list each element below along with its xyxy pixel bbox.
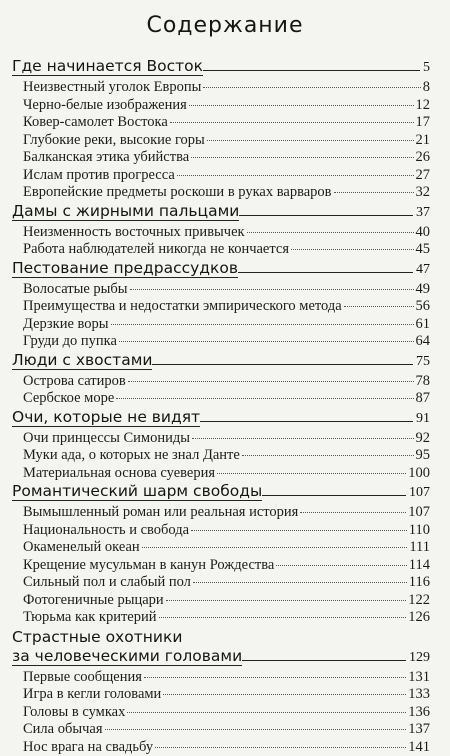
toc-leader: [193, 582, 407, 583]
toc-section[interactable]: [12, 557, 430, 575]
toc-chapter-title-line2: за человеческими головами: [12, 647, 242, 666]
toc-leader: [159, 617, 407, 618]
toc-section-title: Муки ада, о которых не знал Данте: [23, 447, 240, 465]
toc-page-number: 64: [416, 333, 431, 351]
toc-page-number: 5: [420, 57, 430, 79]
toc-section[interactable]: [12, 114, 430, 132]
toc-section-title: Ислам против прогресса: [23, 167, 175, 185]
toc-section-title: Преимущества и недостатки эмпирического метода: [23, 298, 342, 316]
toc-leader: [127, 712, 406, 713]
toc-chapter-title-line1: Страстные охотники: [12, 627, 430, 647]
toc-section[interactable]: [12, 79, 430, 97]
toc-section[interactable]: [12, 522, 430, 540]
toc-page-number: 8: [423, 79, 430, 97]
toc-leader: [152, 364, 413, 365]
toc-chapter[interactable]: [12, 202, 430, 224]
toc-section-title: Ковер-самолет Востока: [23, 114, 168, 132]
toc-section-title: Неизвестный уголок Европы: [23, 79, 201, 97]
toc-page-number: 37: [413, 202, 430, 224]
toc-page-number: 114: [409, 557, 430, 575]
toc-section[interactable]: [12, 167, 430, 185]
toc-section[interactable]: [12, 669, 430, 687]
toc-leader: [119, 341, 414, 342]
toc-section-title: Вымышленный роман или реальная история: [23, 504, 298, 522]
toc-page-number: 111: [409, 539, 430, 557]
toc-chapter-title: Романтический шарм свободы: [12, 482, 262, 501]
toc-leader: [166, 600, 407, 601]
toc-chapter-title: Очи, которые не видят: [12, 408, 200, 427]
toc-section-title: Европейские предметы роскоши в руках варваров: [23, 184, 332, 202]
toc-page-number: 40: [416, 224, 431, 242]
toc-section[interactable]: [12, 224, 430, 242]
toc-section[interactable]: [12, 430, 430, 448]
toc-section-title: Глубокие реки, высокие горы: [23, 132, 205, 150]
toc-section[interactable]: [12, 465, 430, 483]
toc-chapter[interactable]: [12, 482, 430, 504]
toc-leader: [191, 530, 407, 531]
toc-section-title: Национальность и свобода: [23, 522, 189, 540]
toc-page-number: 45: [416, 241, 431, 259]
toc-chapter[interactable]: [12, 259, 430, 281]
toc-page-number: 122: [408, 592, 430, 610]
toc-page-number: 32: [416, 184, 431, 202]
toc-leader: [128, 381, 414, 382]
toc-page-number: 126: [408, 609, 430, 627]
toc-leader: [130, 289, 414, 290]
toc-section-title: Фотогеничные рыцари: [23, 592, 164, 610]
toc-section[interactable]: [12, 97, 430, 115]
toc-page-number: 26: [416, 149, 431, 167]
toc-section[interactable]: [12, 686, 430, 704]
toc-section-title: Очи принцессы Симониды: [23, 430, 190, 448]
toc-section-title: Первые сообщения: [23, 669, 142, 687]
toc-page-number: 129: [406, 647, 430, 669]
toc-page-number: 95: [416, 447, 431, 465]
toc-section-title: Неизменность восточных привычек: [23, 224, 245, 242]
toc-leader: [344, 306, 414, 307]
toc-section[interactable]: [12, 704, 430, 722]
toc-leader: [242, 660, 406, 661]
toc-leader: [105, 729, 407, 730]
toc-section-title: Груди до пупка: [23, 333, 117, 351]
toc-section[interactable]: [12, 447, 430, 465]
toc-leader: [177, 175, 414, 176]
table-of-contents: [12, 57, 430, 756]
toc-section-title: Острова сатиров: [23, 373, 126, 391]
toc-section-title: Черно-белые изображения: [23, 97, 187, 115]
toc-section[interactable]: [12, 592, 430, 610]
toc-section[interactable]: [12, 739, 430, 756]
toc-section-title: Игра в кегли головами: [23, 686, 161, 704]
toc-section[interactable]: [12, 539, 430, 557]
toc-section[interactable]: [12, 241, 430, 259]
toc-leader: [238, 272, 413, 273]
toc-section-title: Тюрьма как критерий: [23, 609, 157, 627]
toc-section[interactable]: [12, 333, 430, 351]
toc-leader: [200, 421, 413, 422]
toc-section[interactable]: [12, 721, 430, 739]
toc-page-number: 21: [416, 132, 431, 150]
toc-leader: [189, 105, 414, 106]
toc-section[interactable]: [12, 390, 430, 408]
toc-chapter[interactable]: [12, 408, 430, 430]
toc-section-title: Материальная основа суеверия: [23, 465, 215, 483]
toc-page-number: 136: [408, 704, 430, 722]
toc-chapter[interactable]: [12, 351, 430, 373]
toc-page-number: 110: [409, 522, 430, 540]
toc-page-number: 49: [416, 281, 431, 299]
toc-section-title: Работа наблюдателей никогда не кончается: [23, 241, 289, 259]
toc-leader: [291, 249, 414, 250]
toc-page-number: 116: [409, 574, 430, 592]
toc-section-title: Сильный пол и слабый пол: [23, 574, 191, 592]
toc-page-number: 92: [416, 430, 431, 448]
toc-page-number: 100: [408, 465, 430, 483]
toc-section-title: Крещение мусульман в канун Рождества: [23, 557, 274, 575]
toc-section-title: Сила обычая: [23, 721, 103, 739]
toc-leader: [192, 438, 414, 439]
toc-page-number: 75: [413, 351, 430, 373]
toc-section-title: Волосатые рыбы: [23, 281, 128, 299]
toc-leader: [242, 455, 414, 456]
toc-leader: [262, 495, 406, 496]
toc-section-title: Сербское море: [23, 390, 114, 408]
toc-leader: [170, 122, 414, 123]
toc-chapter-title: Дамы с жирными пальцами: [12, 202, 239, 221]
toc-chapter-title: Пестование предрассудков: [12, 259, 238, 278]
toc-section-title: Окаменелый океан: [23, 539, 140, 557]
toc-page-number: 131: [408, 669, 430, 687]
toc-section[interactable]: [12, 504, 430, 522]
toc-page-number: 27: [416, 167, 431, 185]
toc-section[interactable]: [12, 149, 430, 167]
toc-chapter-title: Люди с хвостами: [12, 351, 152, 370]
toc-leader: [144, 677, 406, 678]
toc-leader: [142, 547, 408, 548]
toc-page-number: 56: [416, 298, 431, 316]
toc-section[interactable]: [12, 184, 430, 202]
toc-page-number: 47: [413, 259, 430, 281]
toc-leader: [155, 747, 406, 748]
toc-leader: [247, 232, 414, 233]
toc-section[interactable]: [12, 373, 430, 391]
page-title: Содержание: [0, 13, 450, 38]
toc-page-number: 141: [408, 739, 430, 756]
toc-leader: [111, 324, 414, 325]
toc-page-number: 133: [408, 686, 430, 704]
toc-section[interactable]: [12, 609, 430, 627]
toc-page-number: 107: [408, 504, 430, 522]
toc-page-number: 137: [408, 721, 430, 739]
toc-section-title: Балканская этика убийства: [23, 149, 189, 167]
toc-chapter-title: Где начинается Восток: [12, 57, 203, 76]
toc-chapter[interactable]: [12, 57, 430, 79]
toc-leader: [203, 87, 420, 88]
toc-page-number: 91: [413, 408, 430, 430]
toc-leader: [203, 70, 420, 71]
toc-page-number: 17: [416, 114, 431, 132]
toc-section[interactable]: [12, 574, 430, 592]
toc-section[interactable]: [12, 298, 430, 316]
toc-leader: [163, 694, 406, 695]
toc-section[interactable]: [12, 316, 430, 334]
toc-leader: [239, 215, 413, 216]
toc-page-number: 12: [416, 97, 431, 115]
toc-section-title: Нос врага на свадьбу: [23, 739, 153, 756]
toc-leader: [217, 473, 406, 474]
toc-leader: [276, 565, 406, 566]
toc-section[interactable]: [12, 132, 430, 150]
toc-chapter[interactable]: [12, 627, 430, 669]
toc-page-number: 87: [416, 390, 431, 408]
toc-section-title: Головы в сумках: [23, 704, 125, 722]
toc-page-number: 107: [406, 482, 430, 504]
toc-leader: [191, 157, 413, 158]
toc-leader: [207, 140, 414, 141]
toc-page-number: 78: [416, 373, 431, 391]
toc-leader: [116, 398, 413, 399]
toc-section-title: Дерзкие воры: [23, 316, 109, 334]
toc-page-number: 61: [416, 316, 431, 334]
toc-section[interactable]: [12, 281, 430, 299]
toc-leader: [334, 192, 414, 193]
toc-leader: [300, 512, 406, 513]
